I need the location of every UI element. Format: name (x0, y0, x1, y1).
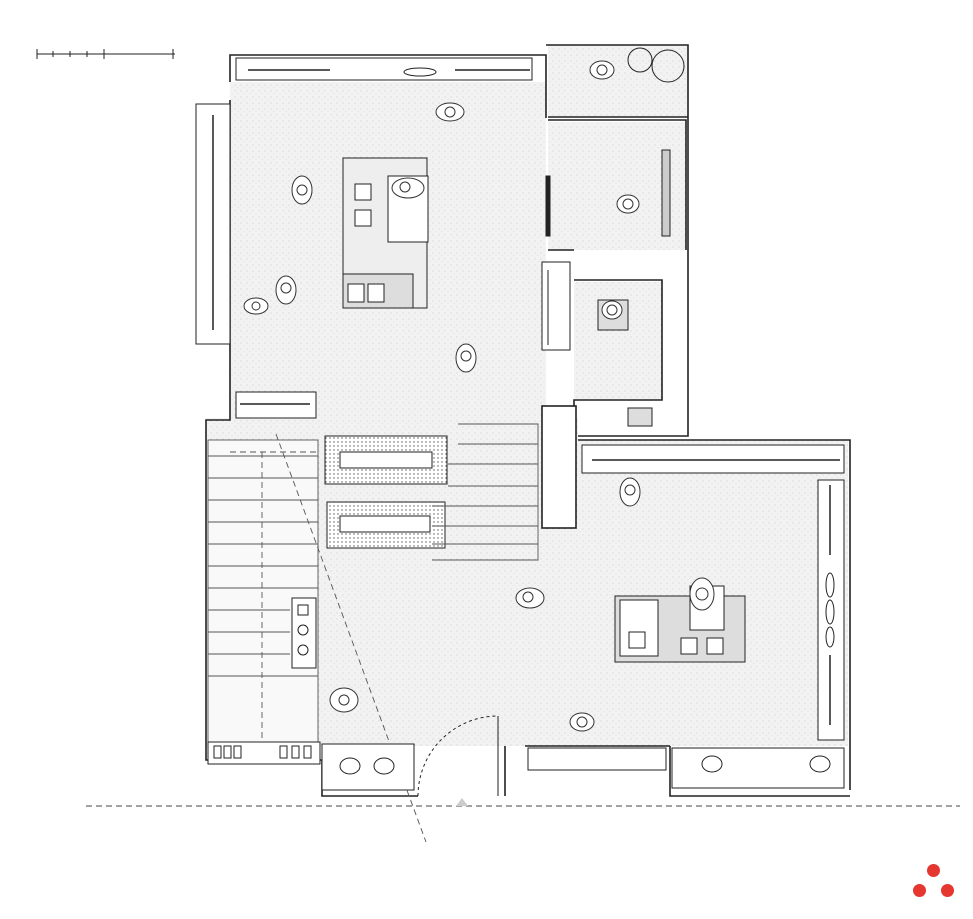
appenderia-left (196, 104, 230, 344)
display-island-bottom (615, 586, 745, 662)
appenderia-top (236, 58, 532, 80)
appenderia-right-side (818, 480, 844, 740)
appenderia-right-top (582, 445, 844, 473)
appenderia-bottom-left (236, 392, 316, 418)
studio-logo (913, 864, 955, 902)
totem-centrale (542, 406, 576, 528)
entrance-marker (456, 798, 468, 806)
espositore (292, 598, 316, 668)
vitrines (208, 742, 844, 790)
